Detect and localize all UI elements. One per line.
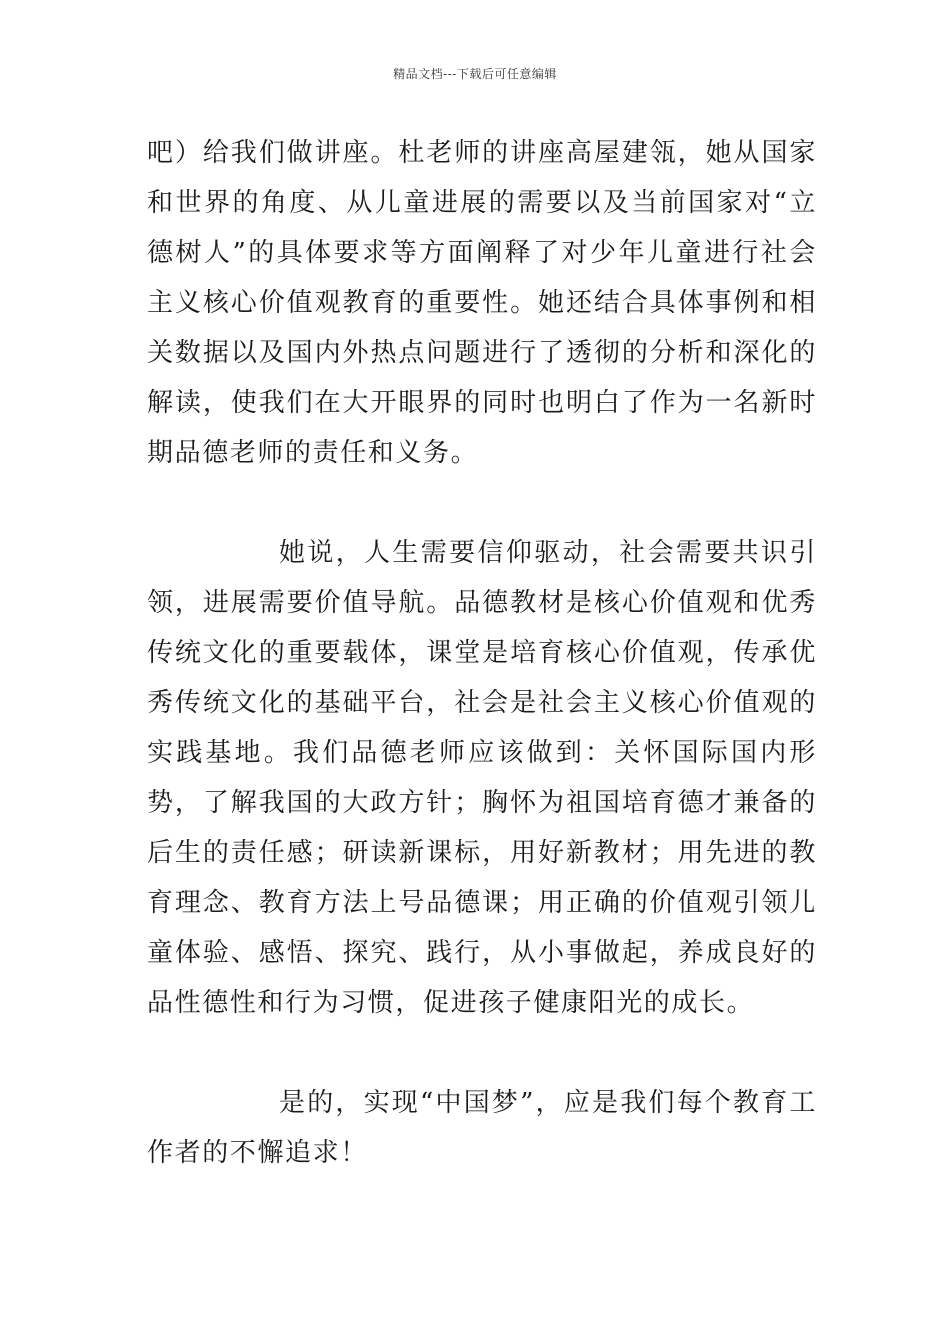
page-header: 精品文档---下载后可任意编辑 xyxy=(393,67,557,81)
paragraph-speech: 她说，人生需要信仰驱动，社会需要共识引领，进展需要价值导航。品德教材是核心价值观和优秀传统文化的重要载体，课堂是培育核心价值观，传承优秀传统文化的基础平台，社会是社会主义核心价值观的实践基地。我们品德老师应该做到：关怀国际国内形势，了解我国的大政方针；胸怀为祖国培育德才兼备的后生的责任感；研读新课标，用好新教材；用先进的教育理念、教育方法上号品德课；用正确的价值观引领儿童体验、感悟、探究、践行，从小事做起，养成良好的品性德性和行为习惯，促进孩子健康阳光的成长。 xyxy=(147,538,817,1018)
paragraph-continued: 吧）给我们做讲座。杜老师的讲座高屋建瓴，她从国家和世界的角度、从儿童进展的需要以及当前国家对“立德树人”的具体要求等方面阐释了对少年儿童进行社会主义核心价值观教育的重要性。她还结合具体事例和相关数据以及国内外热点问题进行了透彻的分析和深化的解读，使我们在大开眼界的同时也明白了作为一名新时期品德老师的责任和义务。 xyxy=(147,138,817,468)
paragraph-conclusion: 是的，实现“中国梦”，应是我们每个教育工作者的不懈追求！ xyxy=(147,1088,817,1168)
document-body xyxy=(147,128,817,1178)
